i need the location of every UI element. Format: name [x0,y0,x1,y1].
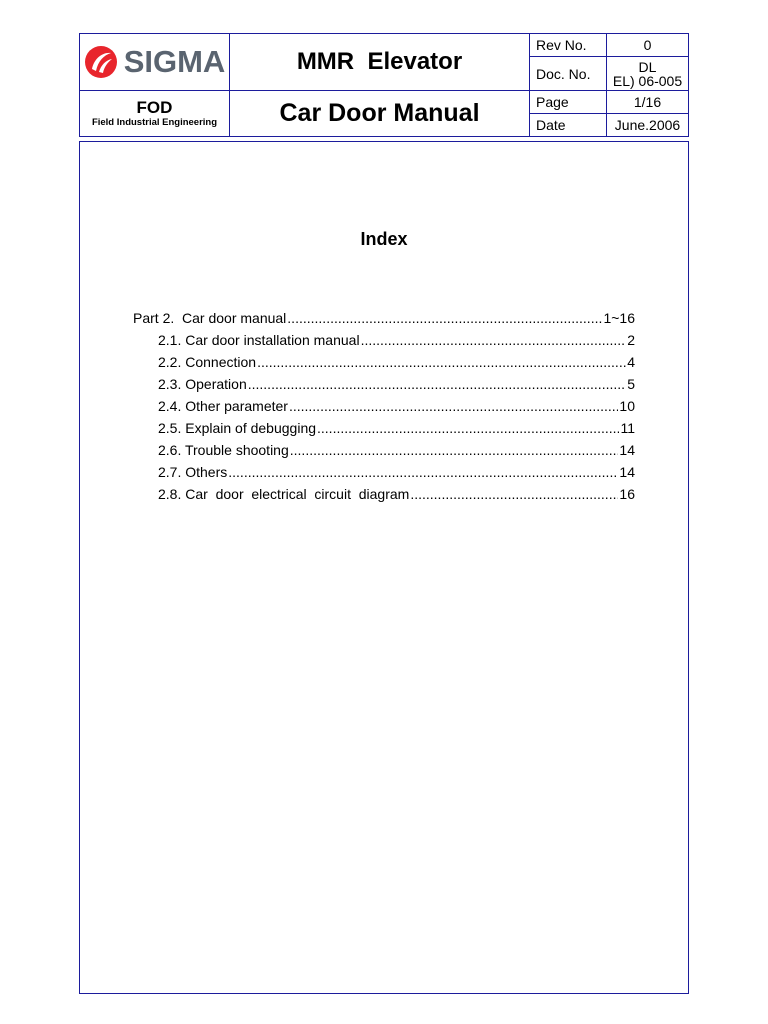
toc-entry-label: 2.4. Other parameter [158,398,288,414]
toc-entry-2-1[interactable] [133,329,635,351]
document-title-line2: Car Door Manual [279,99,480,127]
toc-leader-dots [361,329,627,351]
toc-entry-2-8[interactable] [133,483,635,505]
toc-entry-2-7[interactable] [133,461,635,483]
toc-entry-part2[interactable] [133,307,635,329]
title-line2-cell [230,91,530,137]
rev-label: Rev No. [530,34,607,57]
doc-value-line2: EL) 06-005 [612,72,683,89]
index-title: Index [360,229,408,249]
toc-entry-2-4[interactable] [133,395,635,417]
doc-value [607,57,689,91]
page-label: Page [530,91,607,114]
toc-entry-2-5[interactable] [133,417,635,439]
logo-text: SIGMA [123,44,226,79]
page-value: 1/16 [607,91,689,114]
toc-leader-dots [257,351,626,373]
doc-label: Doc. No. [530,57,607,91]
table-of-contents [133,307,635,505]
sigma-logo [80,44,229,80]
toc-leader-dots [289,395,618,417]
toc-entry-page: 1~16 [603,310,635,326]
toc-entry-page: 14 [619,442,635,458]
document-header [79,33,689,137]
toc-entry-label: 2.3. Operation [158,376,247,392]
toc-entry-2-3[interactable] [133,373,635,395]
toc-leader-dots [290,439,619,461]
date-value: June.2006 [607,114,689,137]
logo-cell [80,34,230,91]
toc-entry-page: 4 [627,354,635,370]
page-content [79,141,689,994]
date-label: Date [530,114,607,137]
title-line1-cell [230,34,530,91]
toc-entry-page: 16 [619,486,635,502]
toc-leader-dots [410,483,618,505]
toc-entry-page: 10 [619,398,635,414]
toc-entry-label: 2.8. Car door electrical circuit diagram [158,486,410,502]
doc-value-line1: DL [638,58,657,75]
org-subtitle: Field Industrial Engineering [91,116,218,128]
toc-entry-page: 5 [627,376,635,392]
toc-entry-label: 2.7. Others [158,464,228,480]
toc-entry-label: 2.2. Connection [158,354,257,370]
sigma-logo-icon [84,45,118,79]
toc-entry-label: Part 2. Car door manual [133,310,287,326]
toc-entry-label: 2.6. Trouble shooting [158,442,289,458]
toc-leader-dots [317,417,619,439]
toc-entry-page: 2 [627,332,635,348]
toc-entry-2-2[interactable] [133,351,635,373]
rev-value: 0 [607,34,689,57]
toc-entry-2-6[interactable] [133,439,635,461]
toc-entry-page: 11 [620,420,635,436]
toc-leader-dots [287,307,602,329]
toc-leader-dots [248,373,626,395]
org-cell [80,91,230,137]
org-name: FOD [136,97,173,117]
document-title-line1: MMR Elevator [296,48,463,75]
toc-entry-label: 2.5. Explain of debugging [158,420,317,436]
toc-entry-page: 14 [619,464,635,480]
toc-leader-dots [228,461,618,483]
toc-entry-label: 2.1. Car door installation manual [158,332,360,348]
